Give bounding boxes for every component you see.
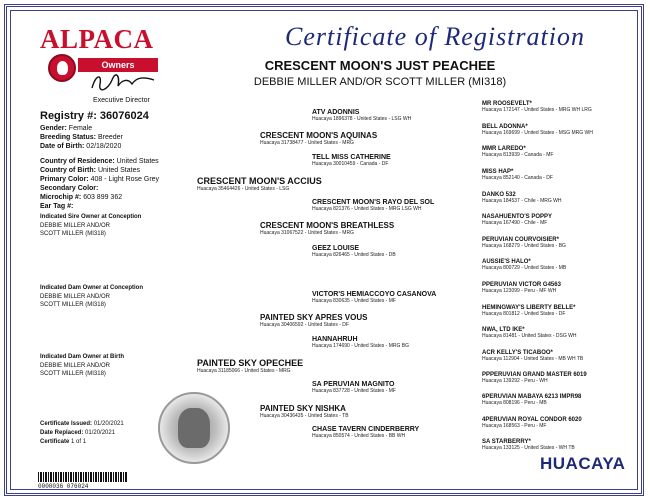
gen4-entry <box>482 394 581 406</box>
gen4-entry <box>482 282 561 294</box>
sire-name: CRESCENT MOON'S ACCIUS <box>197 176 322 186</box>
gen4-name: ACR KELLY'S TICABOO* <box>482 350 553 356</box>
gen2-name: PAINTED SKY APRES VOUS <box>260 313 368 322</box>
logo-word: ALPACA <box>40 24 154 54</box>
gen4-name: MISS HAP* <box>482 169 514 175</box>
gen3-name: CHASE TAVERN CINDERBERRY <box>312 426 420 433</box>
sire-entry <box>197 176 322 192</box>
dam-name: PAINTED SKY OPECHEE <box>197 358 304 368</box>
gen4-entry <box>482 305 575 317</box>
gen4-entry <box>482 237 566 249</box>
field-country-residence: Country of Residence: United States <box>40 158 159 165</box>
field-breeding-status: Breeding Status: Breeder <box>40 134 123 141</box>
field-primary-color: Primary Color: 408 - Light Rose Grey <box>40 176 160 183</box>
gen3-entry <box>312 291 436 304</box>
gen4-detail: Huacaya 172147 - United States - MRG WH LRG <box>482 107 592 113</box>
gen3-entry <box>312 245 396 258</box>
dam-owner-value: DEBBIE MILLER AND/OR SCOTT MILLER (MI318) <box>40 294 111 308</box>
gen4-name: AUSSIE'S HALO* <box>482 259 531 265</box>
field-date-of-birth: Date of Birth: 02/18/2020 <box>40 143 122 150</box>
gen2-detail: Huacaya 31738477 - United States - MRG <box>260 140 354 146</box>
gen3-name: GEEZ LOUISE <box>312 245 360 252</box>
gen4-name: MR ROOSEVELT* <box>482 101 532 107</box>
gen2-detail: Huacaya 30436435 - United States - TB <box>260 413 349 419</box>
gen3-entry <box>312 381 396 394</box>
gen4-entry <box>482 439 575 451</box>
gen3-name: CRESCENT MOON'S RAYO DEL SOL <box>312 199 435 206</box>
barcode <box>38 472 128 482</box>
gen4-entry <box>482 214 552 226</box>
gen3-entry <box>312 154 391 167</box>
field-gender: Gender: Female <box>40 125 93 132</box>
gen3-detail: Huacaya 826465 - United States - DB <box>312 252 396 258</box>
gen4-entry <box>482 417 582 429</box>
gen4-name: PERUVIAN COURVOISIER* <box>482 237 559 243</box>
gen4-detail: Huacaya 808196 - Peru - MB <box>482 400 547 406</box>
gen4-name: NWA, LTD IKE* <box>482 327 525 333</box>
gen4-name: PPPERUVIAN GRAND MASTER 6019 <box>482 372 587 378</box>
birth-owner-value: DEBBIE MILLER AND/OR SCOTT MILLER (MI318) <box>40 363 111 377</box>
gen2-detail: Huacaya 30406592 - United States - DF <box>260 322 349 328</box>
gen4-entry <box>482 101 592 113</box>
gen4-detail: Huacaya 801812 - United States - DF <box>482 311 566 317</box>
gen4-name: HEMINGWAY'S LIBERTY BELLE* <box>482 305 576 311</box>
gen3-name: VICTOR'S HEMIACCOYO CASANOVA <box>312 291 437 298</box>
logo-subtitle: Owners Association Inc <box>78 58 158 72</box>
gen4-entry <box>482 169 553 181</box>
gen4-entry <box>482 259 566 271</box>
field-secondary-color: Secondary Color: <box>40 185 99 192</box>
gen3-name: HANNAHRUH <box>312 336 358 343</box>
gen4-name: 6PERUVIAN MABAYA 6213 IMPR98 <box>482 394 582 400</box>
gen4-detail: Huacaya 123099 - Peru - MF WH <box>482 288 557 294</box>
gen4-detail: Huacaya 133125 - United States - WH TB <box>482 445 575 451</box>
gen4-detail: Huacaya 800729 - United States - MB <box>482 265 567 271</box>
gen2-entry <box>260 404 349 419</box>
gen2-entry <box>260 313 367 328</box>
gen3-detail: Huacaya 850574 - United States - BB WH <box>312 433 406 439</box>
gen4-name: DANKO 532 <box>482 192 516 198</box>
gen3-detail: Huacaya 1896378 - United States - LSG WH <box>312 116 412 122</box>
gen3-detail: Huacaya 30010459 - Canada - DF <box>312 161 389 167</box>
animal-name: CRESCENT MOON'S JUST PEACHEE <box>264 58 496 73</box>
gen3-detail: Huacaya 837728 - United States - MF <box>312 388 396 394</box>
sire-detail: Huacaya 35464426 - United States - LSG <box>197 186 290 192</box>
gen3-detail: Huacaya 830635 - United States - MF <box>312 298 396 304</box>
certificate-count: Certificate 1 of 1 <box>40 439 87 445</box>
gen3-detail: Huacaya 821376 - United States - MRG LSG WH <box>312 206 422 212</box>
gen2-detail: Huacaya 31067522 - United States - MRG <box>260 230 354 236</box>
dam-owner-title: Indicated Dam Owner at Conception <box>40 285 144 291</box>
gen4-detail: Huacaya 852140 - Canada - DF <box>482 175 553 181</box>
gen4-name: PPERUVIAN VICTOR G4563 <box>482 282 561 288</box>
field-ear-tag: Ear Tag #: <box>40 203 74 210</box>
gen3-name: SA PERUVIAN MAGNITO <box>312 381 395 388</box>
gen3-name: TELL MISS CATHERINE <box>312 154 391 161</box>
dam-entry <box>197 358 303 374</box>
registry-label: Registry #: <box>40 110 97 122</box>
alpaca-seal-icon <box>158 392 230 464</box>
gen3-name: ATV ADONNIS <box>312 109 360 116</box>
registry-number <box>40 110 149 122</box>
certificate-title: Certificate of Registration <box>285 22 585 51</box>
certificate-issued: Certificate Issued: 01/20/2021 <box>40 421 124 427</box>
gen4-entry <box>482 124 593 136</box>
gen4-entry <box>482 372 587 384</box>
gen2-name: CRESCENT MOON'S AQUINAS <box>260 131 378 140</box>
owner-line: DEBBIE MILLER AND/OR SCOTT MILLER (MI318) <box>253 76 507 88</box>
executive-title: Executive Director <box>93 97 150 104</box>
gen4-name: NASAHUENTO'S POPPY <box>482 214 552 220</box>
gen4-entry <box>482 192 561 204</box>
gen4-detail: Huacaya 184537 - Chile - MRG WH <box>482 198 562 204</box>
gen2-name: PAINTED SKY NISHKA <box>260 404 346 413</box>
gen4-detail: Huacaya 167490 - Chile - MF <box>482 220 548 226</box>
gen4-name: SA STARBERRY* <box>482 439 531 445</box>
gen3-entry <box>312 426 419 439</box>
registry-value: 36076024 <box>99 110 149 122</box>
gen3-entry <box>312 336 409 349</box>
gen4-entry <box>482 327 577 339</box>
gen3-detail: Huacaya 174690 - United States - MRG BG <box>312 343 409 349</box>
gen3-entry <box>312 199 434 212</box>
gen4-name: 4PERUVIAN ROYAL CONDOR 6020 <box>482 417 582 423</box>
gen2-entry <box>260 221 394 236</box>
dam-detail: Huacaya 31185066 - United States - MRG <box>197 368 291 374</box>
gen3-entry <box>312 109 411 122</box>
gen4-detail: Huacaya 139292 - Peru - WH <box>482 378 548 384</box>
gen4-name: BELL ADONNA* <box>482 124 528 130</box>
birth-owner-title: Indicated Dam Owner at Birth <box>40 354 125 360</box>
gen4-detail: Huacaya 168563 - Peru - MF <box>482 423 547 429</box>
field-country-birth: Country of Birth: United States <box>40 167 140 174</box>
gen4-detail: Huacaya 168279 - United States - BG <box>482 243 566 249</box>
date-replaced: Date Replaced: 01/20/2021 <box>40 430 116 436</box>
gen4-detail: Huacaya 112904 - United States - MB WH TB <box>482 356 584 362</box>
gen4-detail: Huacaya 813939 - Canada - MF <box>482 152 554 158</box>
gen2-name: CRESCENT MOON'S BREATHLESS <box>260 221 395 230</box>
barcode-number: 0000036 076024 <box>38 483 89 490</box>
breed-label: HUACAYA <box>540 454 626 473</box>
field-microchip: Microchip #: 603 899 362 <box>40 194 123 201</box>
sire-owner-value: DEBBIE MILLER AND/OR SCOTT MILLER (MI318) <box>40 223 111 237</box>
gen2-entry <box>260 131 377 146</box>
sire-owner-title: Indicated Sire Owner at Conception <box>40 214 142 220</box>
gen4-entry <box>482 350 583 362</box>
gen4-detail: Huacaya 169699 - United States - MSG MRG WH <box>482 130 593 136</box>
gen4-entry <box>482 146 553 158</box>
gen4-name: MMR LAREDO* <box>482 146 526 152</box>
gen4-detail: Huacaya 81481 - United States - DSG WH <box>482 333 577 339</box>
